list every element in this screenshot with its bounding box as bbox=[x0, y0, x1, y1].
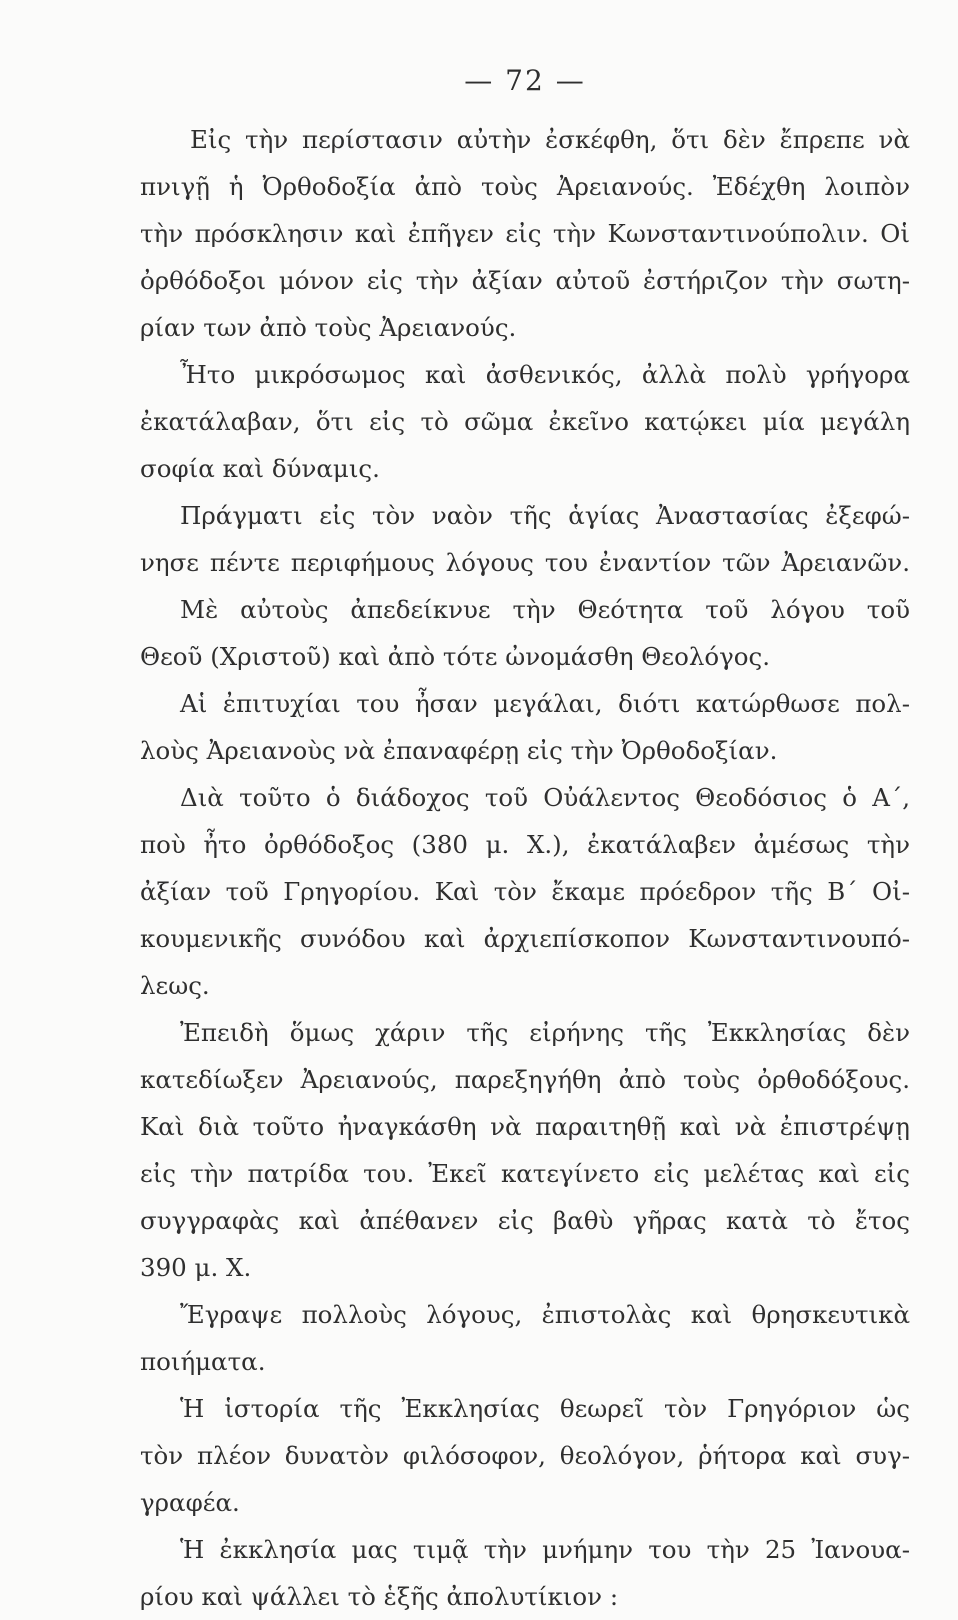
text-line: ρίαν των ἀπὸ τοὺς Ἀρειανούς. bbox=[140, 313, 517, 342]
text-line: τὴν πρόσκλησιν καὶ ἐπῆγεν εἰς τὴν Κωνσταντινούπολιν. Οἱ bbox=[140, 219, 910, 248]
text-line: Καὶ διὰ τοῦτο ἠναγκάσθη νὰ παραιτηθῇ καὶ νὰ ἐπιστρέψῃ bbox=[140, 1112, 910, 1141]
text-line: Ἔγραψε πολλοὺς λόγους, ἐπιστολὰς καὶ θρησκευτικὰ bbox=[180, 1300, 910, 1329]
text-line: Εἰς τὴν περίστασιν αὐτὴν ἐσκέφθη, ὅτι δὲν ἔπρεπε νὰ bbox=[190, 125, 910, 154]
text-line: κατεδίωξεν Ἀρειανούς, παρεξηγήθη ἀπὸ τοὺς ὀρθοδόξους. bbox=[140, 1065, 910, 1094]
text-line: γραφέα. bbox=[140, 1488, 240, 1517]
text-line: ποὺ ἦτο ὀρθόδοξος (380 μ. Χ.), ἐκατάλαβεν ἀμέσως τὴν bbox=[140, 830, 910, 859]
text-line: Θεοῦ (Χριστοῦ) καὶ ἀπὸ τότε ὠνομάσθη Θεολόγος. bbox=[140, 642, 771, 671]
text-line: ποιήματα. bbox=[140, 1347, 266, 1376]
text-line: ἐκατάλαβαν, ὅτι εἰς τὸ σῶμα ἐκεῖνο κατῴκει μία μεγάλη bbox=[140, 407, 910, 436]
text-line: ὀρθόδοξοι μόνον εἰς τὴν ἀξίαν αὐτοῦ ἐστήριζον τὴν σωτη- bbox=[140, 266, 910, 295]
text-line: ἀξίαν τοῦ Γρηγορίου. Καὶ τὸν ἔκαμε πρόεδρον τῆς Β΄ Οἰ- bbox=[140, 877, 910, 906]
text-line: Μὲ αὐτοὺς ἀπεδείκνυε τὴν Θεότητα τοῦ λόγου τοῦ bbox=[180, 595, 910, 624]
text-line: Πράγματι εἰς τὸν ναὸν τῆς ἁγίας Ἀναστασίας ἐξεφώ- bbox=[180, 501, 910, 530]
text-line: νησε πέντε περιφήμους λόγους του ἐναντίον τῶν Ἀρειανῶν. bbox=[140, 548, 910, 577]
text-line: Ἦτο μικρόσωμος καὶ ἀσθενικός, ἀλλὰ πολὺ γρήγορα bbox=[180, 360, 910, 389]
text-line: λεως. bbox=[140, 971, 210, 1000]
text-line: Διὰ τοῦτο ὁ διάδοχος τοῦ Οὐάλεντος Θεοδόσιος ὁ Α΄, bbox=[180, 783, 910, 812]
text-line: σοφία καὶ δύναμις. bbox=[140, 454, 380, 483]
text-line: πνιγῇ ἡ Ὀρθοδοξία ἀπὸ τοὺς Ἀρειανούς. Ἐδέχθη λοιπὸν bbox=[140, 172, 910, 201]
text-line: τὸν πλέον δυνατὸν φιλόσοφον, θεολόγον, ῥήτορα καὶ συγ- bbox=[140, 1441, 910, 1470]
page-number: — 72 — bbox=[464, 64, 586, 97]
text-line: ρίου καὶ ψάλλει τὸ ἑξῆς ἀπολυτίκιον : bbox=[140, 1582, 619, 1611]
text-line: 390 μ. Χ. bbox=[140, 1253, 252, 1282]
text-line: Ἡ ἱστορία τῆς Ἐκκλησίας θεωρεῖ τὸν Γρηγόριον ὡς bbox=[180, 1394, 910, 1423]
text-line: Αἱ ἐπιτυχίαι του ἦσαν μεγάλαι, διότι κατώρθωσε πολ- bbox=[180, 689, 910, 718]
text-line: κουμενικῆς συνόδου καὶ ἀρχιεπίσκοπον Κωνσταντινουπό- bbox=[140, 924, 910, 953]
text-line: Ἡ ἐκκλησία μας τιμᾷ τὴν μνήμην του τὴν 25 Ἰανουα- bbox=[180, 1535, 910, 1564]
text-line: λοὺς Ἀρειανοὺς νὰ ἐπαναφέρῃ εἰς τὴν Ὀρθοδοξίαν. bbox=[140, 736, 778, 765]
body-text bbox=[140, 116, 910, 1620]
text-line: Ἐπειδὴ ὅμως χάριν τῆς εἰρήνης τῆς Ἐκκλησίας δὲν bbox=[180, 1018, 910, 1047]
text-line: συγγραφὰς καὶ ἀπέθανεν εἰς βαθὺ γῆρας κατὰ τὸ ἔτος bbox=[140, 1206, 910, 1235]
text-line: εἰς τὴν πατρίδα του. Ἐκεῖ κατεγίνετο εἰς μελέτας καὶ εἰς bbox=[140, 1159, 910, 1188]
